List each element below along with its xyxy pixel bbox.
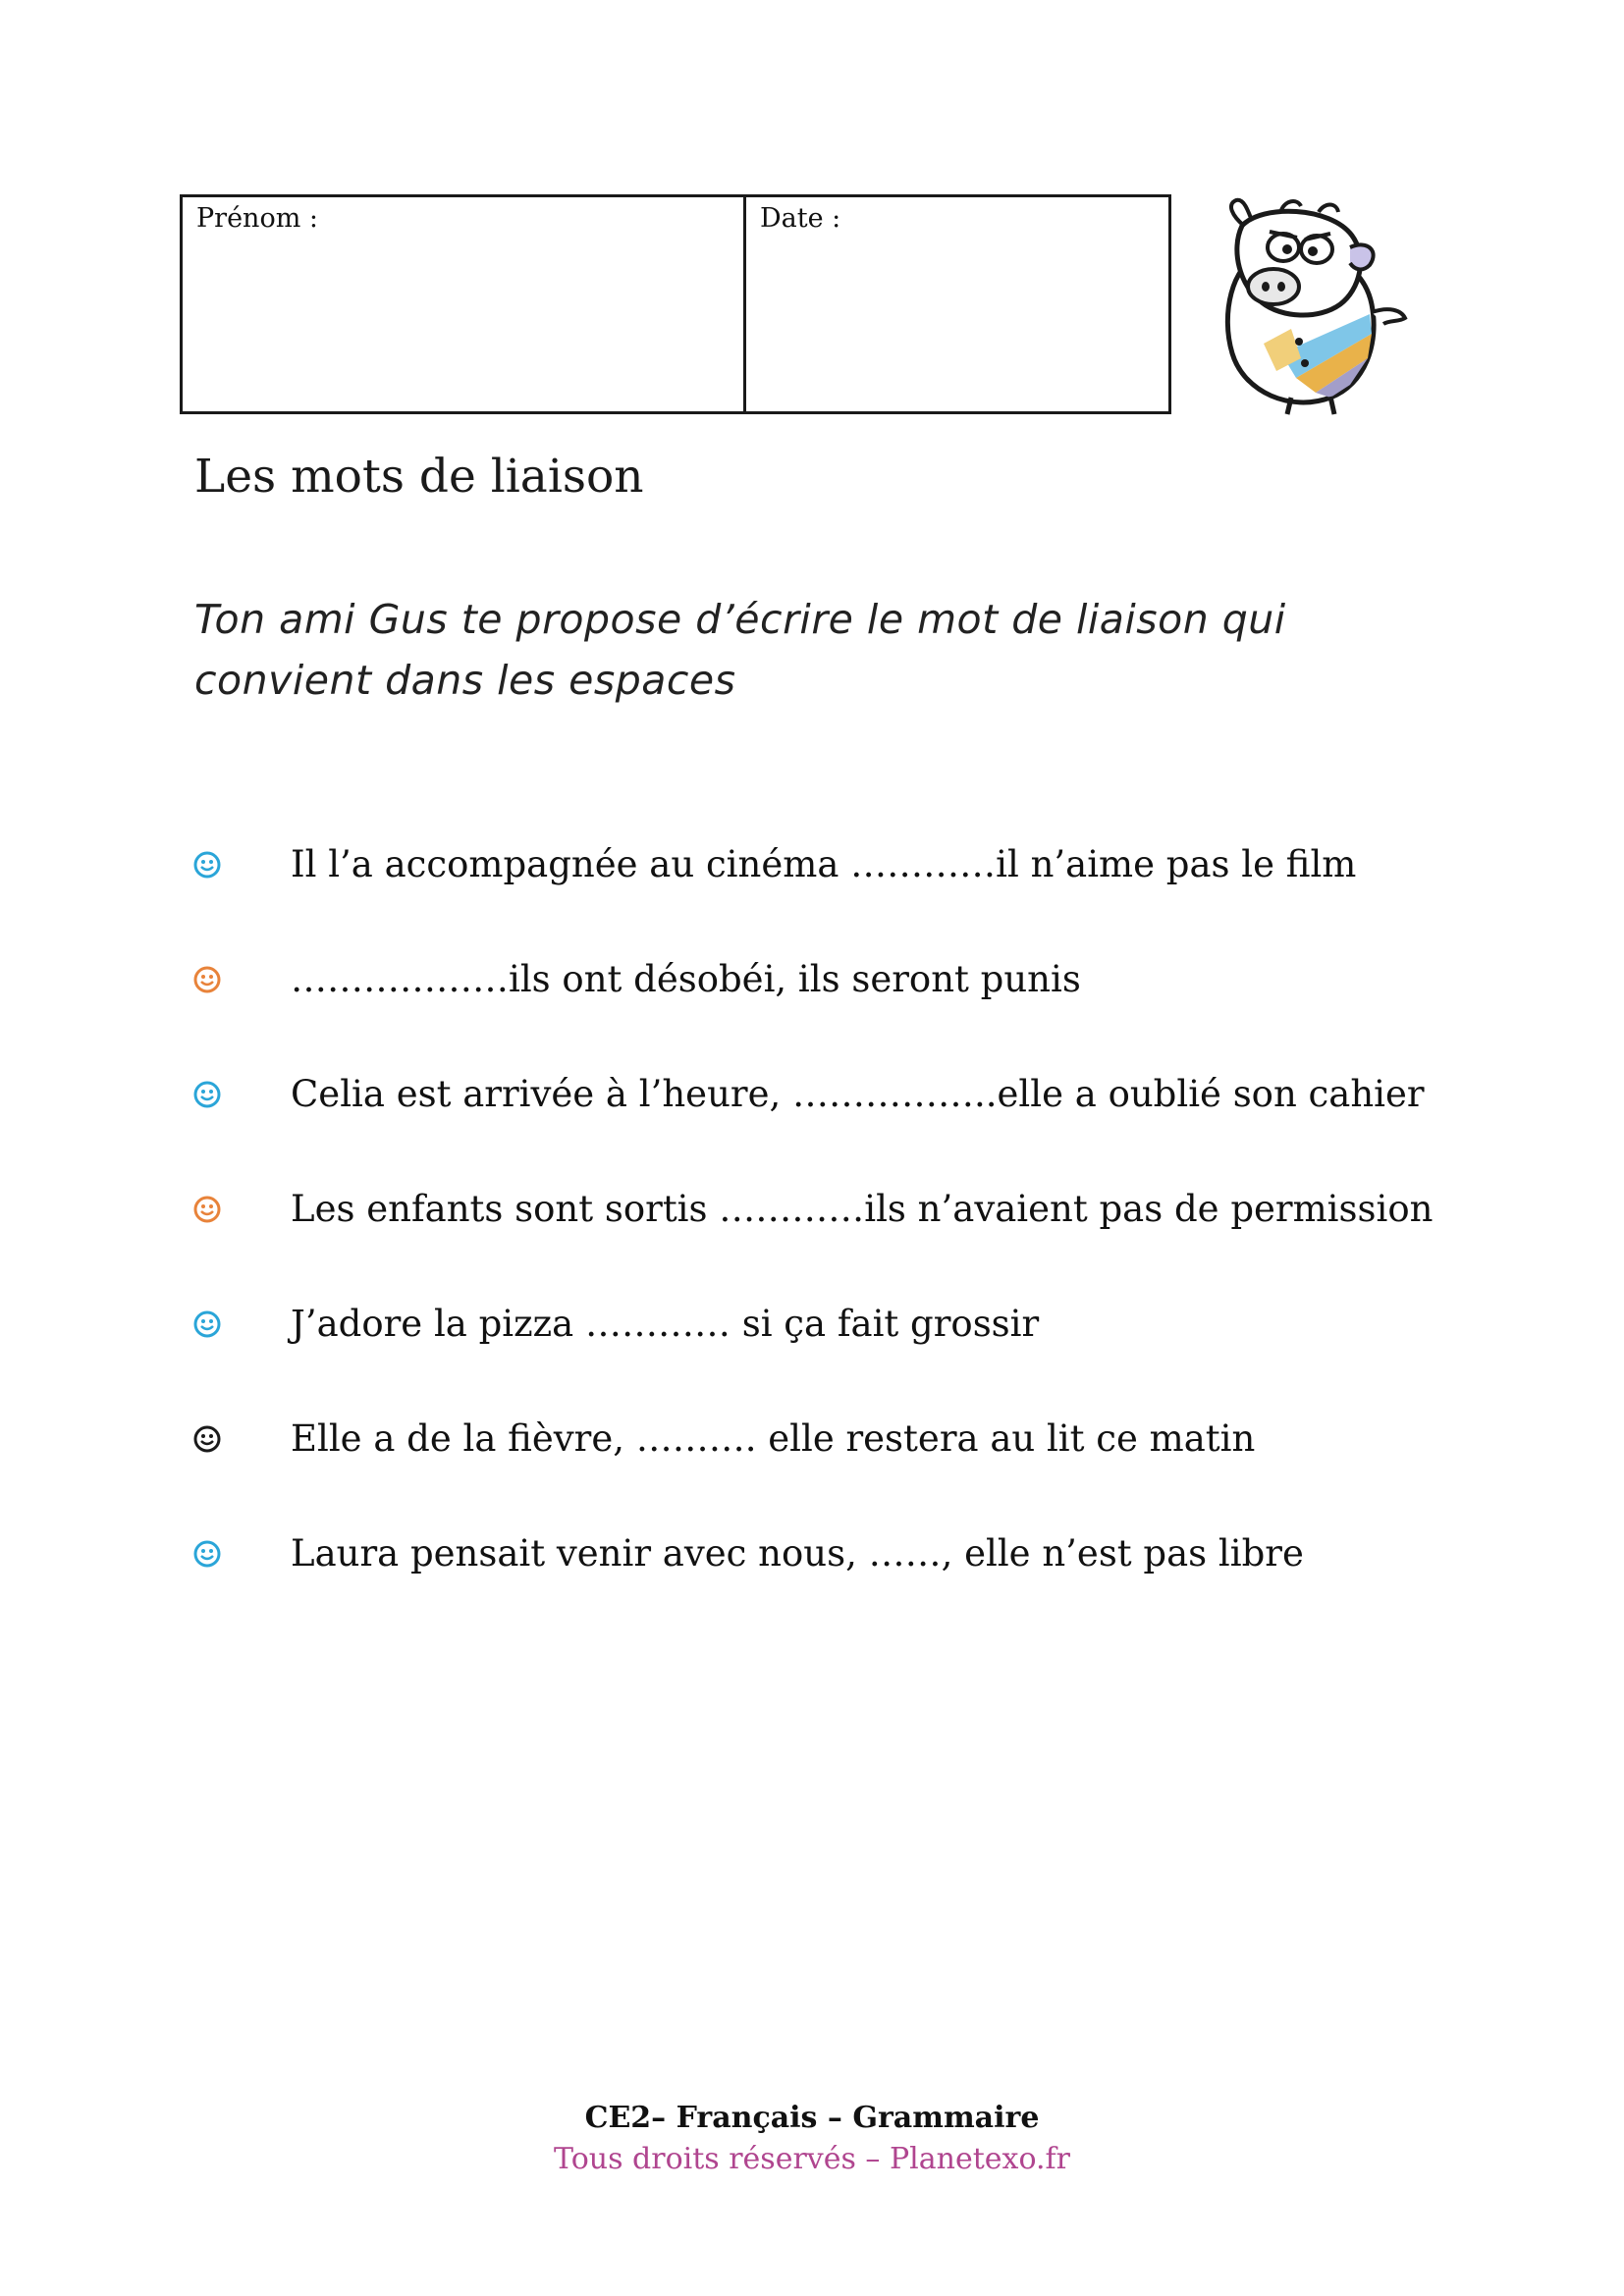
footer-rights: Tous droits réservés – Planetexo.fr	[554, 2142, 1070, 2176]
exercise-sentence: Il l’a accompagnée au cinéma …………il n’aime pas le film	[291, 843, 1357, 885]
student-info-box	[180, 194, 1171, 414]
exercise-item	[192, 1266, 1469, 1381]
exercise-sentence: Les enfants sont sortis …………ils n’avaient pas de permission	[291, 1188, 1434, 1230]
smiley-icon	[192, 850, 222, 880]
smiley-icon	[192, 965, 222, 994]
gus-mascot-icon	[1203, 196, 1414, 417]
name-field[interactable]	[183, 197, 746, 411]
exercise-list	[192, 807, 1469, 1611]
exercise-item	[192, 807, 1469, 922]
smiley-icon	[192, 1309, 222, 1339]
smiley-icon	[192, 1539, 222, 1569]
exercise-sentence: ………………ils ont désobéi, ils seront punis	[291, 958, 1081, 1000]
exercise-item	[192, 922, 1469, 1037]
smiley-icon	[192, 1424, 222, 1454]
exercise-item	[192, 1037, 1469, 1151]
exercise-sentence: Celia est arrivée à l’heure, ……………..elle a oublié son cahier	[291, 1073, 1425, 1115]
exercise-item	[192, 1151, 1469, 1266]
smiley-icon	[192, 1080, 222, 1109]
exercise-sentence: J’adore la pizza ………… si ça fait grossir	[291, 1303, 1040, 1345]
page-title: Les mots de liaison	[194, 450, 644, 504]
exercise-sentence: Elle a de la fièvre, ………. elle restera au lit ce matin	[291, 1417, 1256, 1460]
footer-course: CE2– Français – Grammaire	[584, 2101, 1040, 2135]
exercise-sentence: Laura pensait venir avec nous, ……, elle n’est pas libre	[291, 1532, 1304, 1575]
exercise-item	[192, 1496, 1469, 1611]
smiley-icon	[192, 1195, 222, 1224]
date-label: Date :	[760, 203, 841, 234]
date-field[interactable]	[746, 197, 1168, 411]
exercise-item	[192, 1381, 1469, 1496]
instruction-text: Ton ami Gus te propose d’écrire le mot de liaison qui convient dans les espaces	[194, 596, 1286, 704]
name-label: Prénom :	[196, 203, 318, 234]
